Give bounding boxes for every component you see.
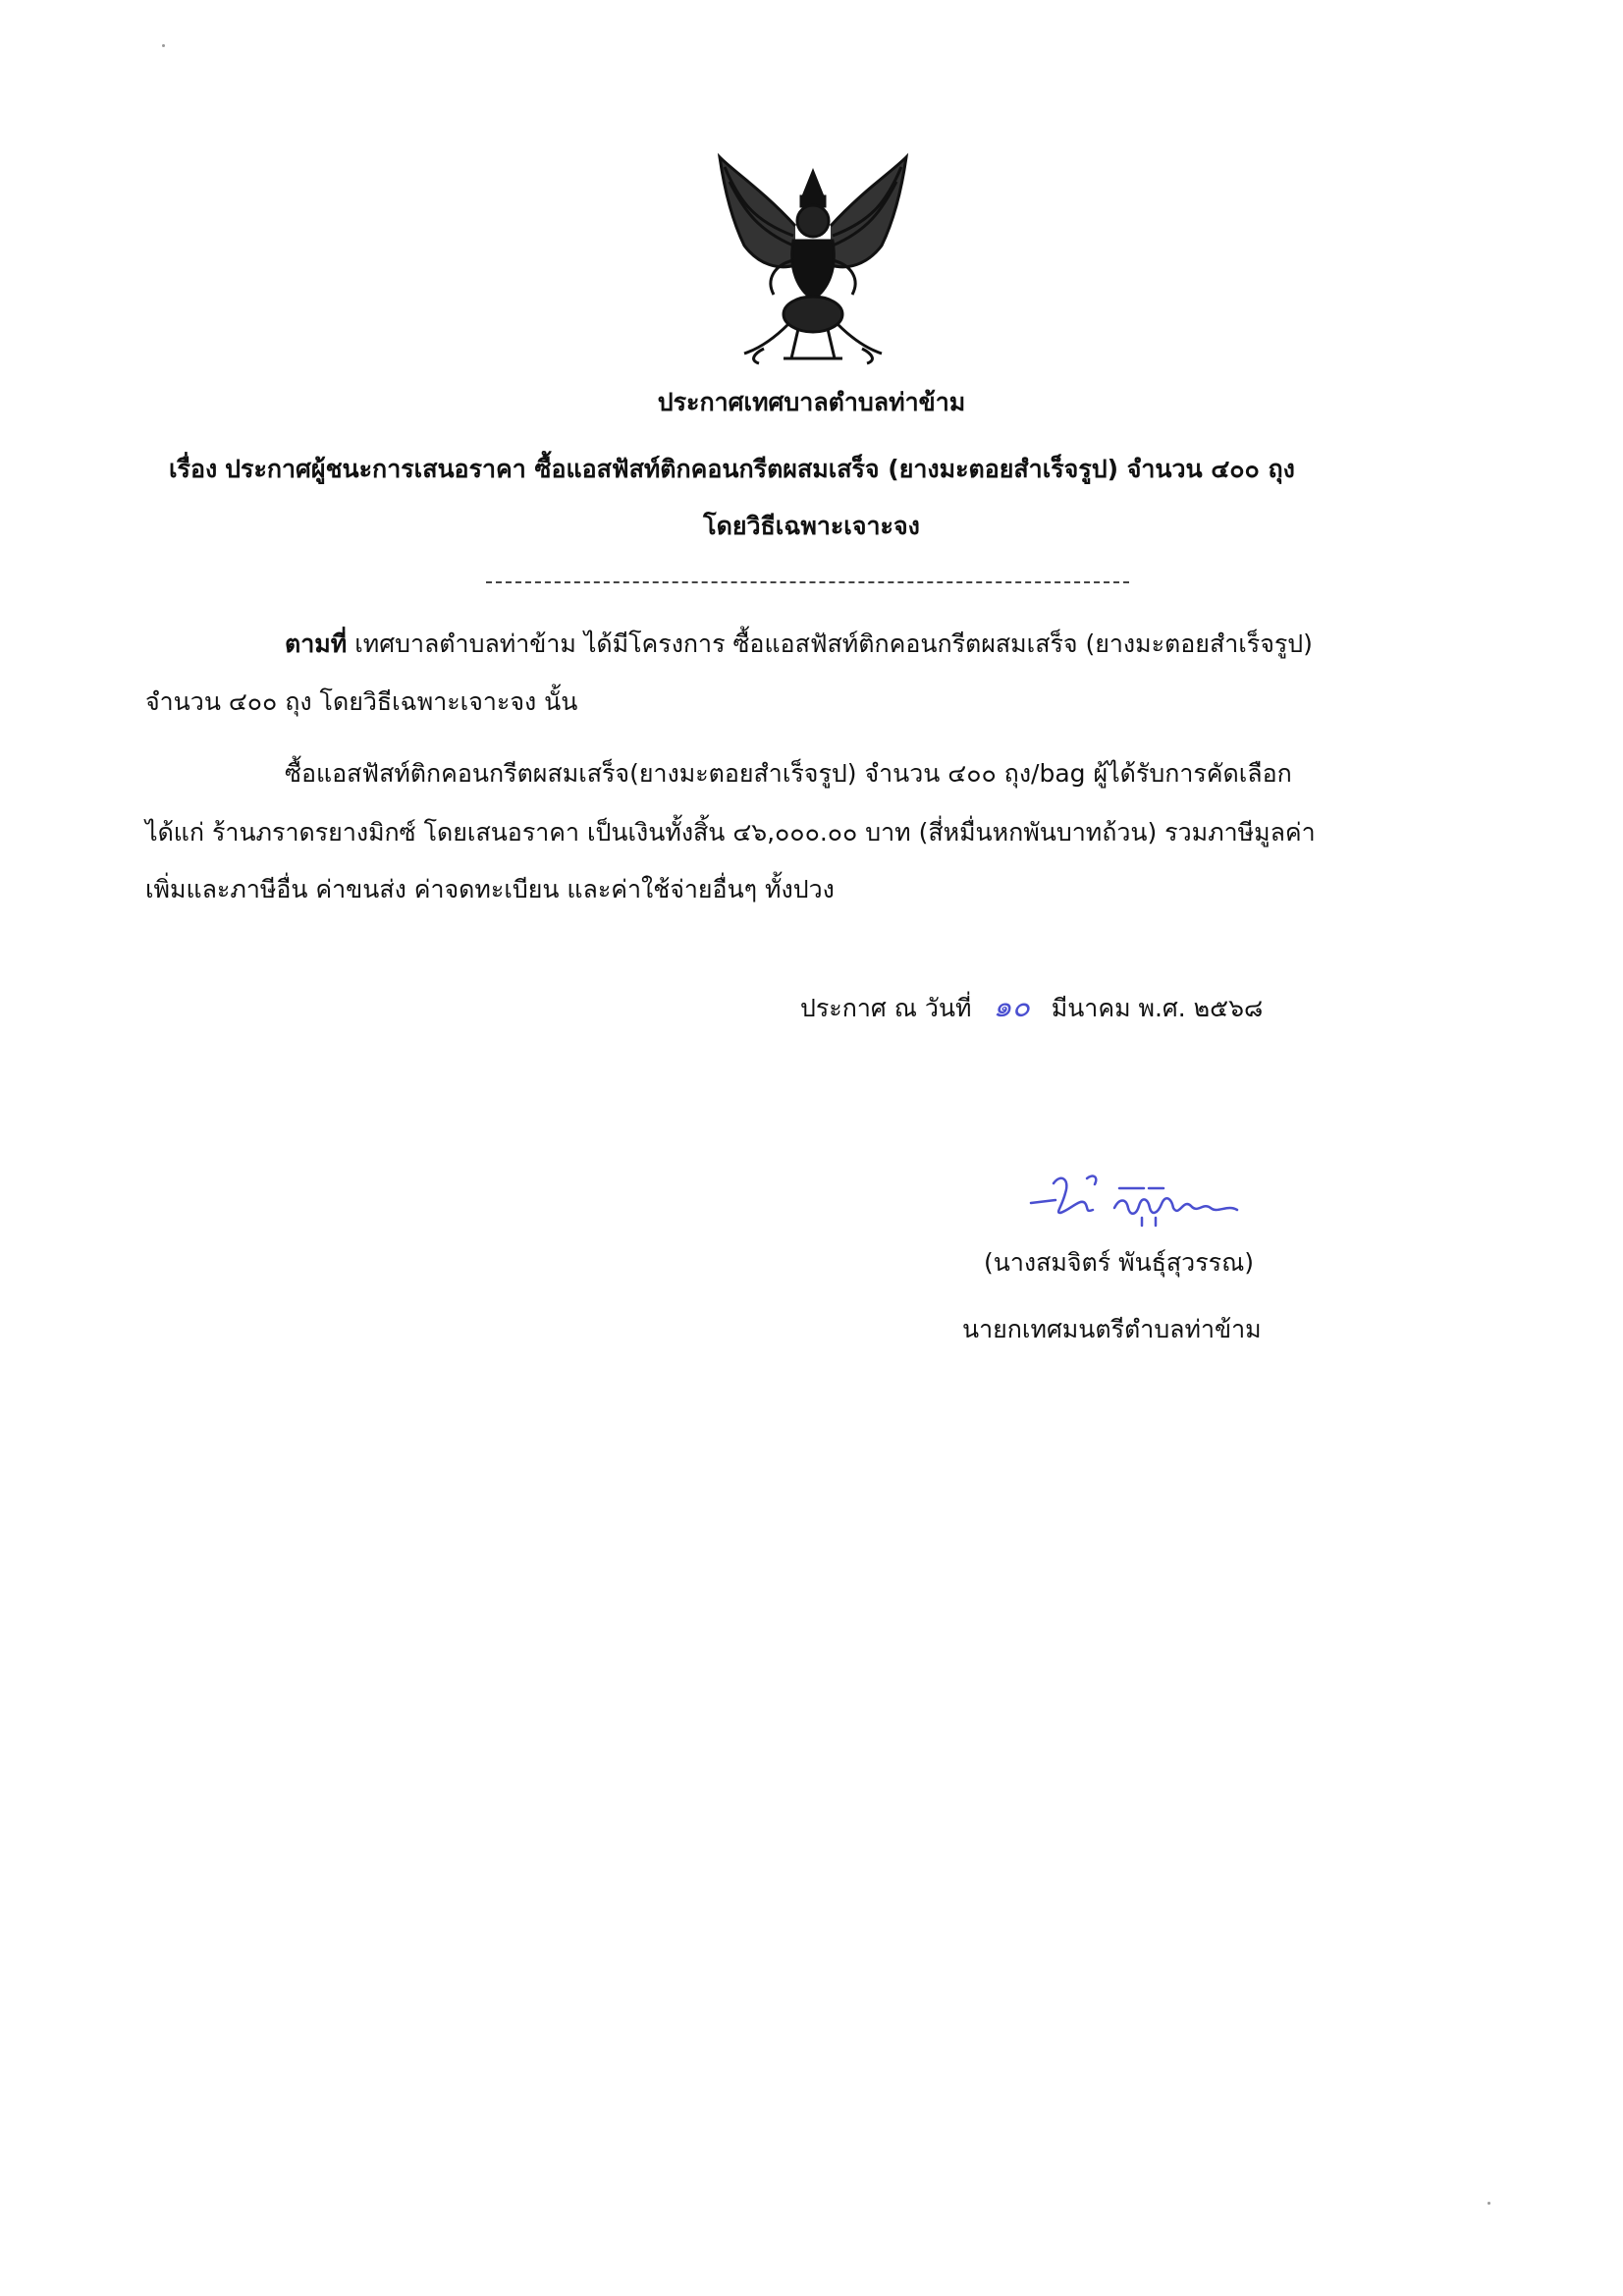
date-month-year: มีนาคม พ.ศ. ๒๕๖๘ — [1051, 994, 1264, 1022]
divider — [486, 581, 1129, 583]
paragraph-1-text: เทศบาลตำบลท่าข้าม ได้มีโครงการ ซื้อแอสฟัสท์ติกคอนกรีตผสมเสร็จ (ยางมะตอยสำเร็จรูป) — [354, 629, 1313, 658]
agency-title: ประกาศเทศบาลตำบลท่าข้าม — [657, 388, 966, 416]
announcement-date — [800, 990, 1263, 1026]
subject-text-1: ประกาศผู้ชนะการเสนอราคา ซื้อแอสฟัสท์ติกคอนกรีตผสมเสร็จ (ยางมะตอยสำเร็จรูป) จำนวน ๔๐๐ ถุง — [225, 455, 1295, 483]
signatory-name: (นางสมจิตร์ พันธุ์สุวรรณ) — [984, 1248, 1255, 1277]
date-day: ๑๐ — [993, 990, 1030, 1024]
paragraph-2-line-2: ได้แก่ ร้านภราดรยางมิกซ์ โดยเสนอราคา เป็นเงินทั้งสิ้น ๔๖,๐๐๐.๐๐ บาท (สี่หมื่นหกพันบาทถ้วน) รวมภาษีมูลค่า — [145, 818, 1316, 847]
paragraph-1-line-2: จำนวน ๔๐๐ ถุง โดยวิธีเฉพาะเจาะจง นั้น — [145, 687, 578, 716]
garuda-emblem-icon — [705, 152, 921, 368]
signatory-position: นายกเทศมนตรีตำบลท่าข้าม — [962, 1315, 1262, 1343]
subject-label: เรื่อง — [169, 455, 218, 483]
paragraph-2-line-3: เพิ่มและภาษีอื่น ค่าขนส่ง ค่าจดทะเบียน และค่าใช้จ่ายอื่นๆ ทั้งปวง — [145, 875, 835, 903]
paragraph-2-line-1: ซื้อแอสฟัสท์ติกคอนกรีตผสมเสร็จ(ยางมะตอยสำเร็จรูป) จำนวน ๔๐๐ ถุง/bag ผู้ได้รับการคัดเลือก — [285, 759, 1292, 788]
paragraph-1-lead: ตามที่ — [285, 629, 348, 658]
scan-speck — [162, 44, 165, 47]
subject-line-2: โดยวิธีเฉพาะเจาะจง — [703, 512, 920, 540]
paragraph-1-line-1 — [285, 627, 1313, 662]
signature-mark — [1026, 1159, 1262, 1237]
subject-line-1 — [169, 452, 1295, 487]
date-prefix: ประกาศ ณ วันที่ — [800, 994, 972, 1022]
scan-speck — [1488, 2202, 1490, 2205]
